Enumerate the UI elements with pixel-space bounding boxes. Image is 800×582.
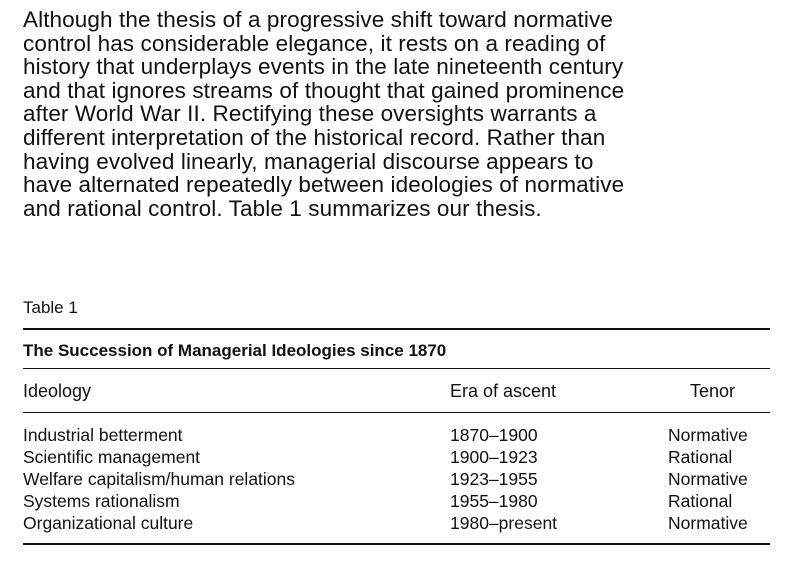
cell-tenor: Normative bbox=[668, 425, 748, 445]
cell-tenor: Rational bbox=[668, 491, 733, 511]
column-header-era: Era of ascent bbox=[450, 381, 557, 401]
cell-era: 1980–present bbox=[450, 513, 558, 533]
paragraph-line: having evolved linearly, managerial discourse appears to bbox=[23, 148, 594, 174]
paragraph-line: control has considerable elegance, it rests on a reading of bbox=[23, 30, 606, 56]
cell-era: 1900–1923 bbox=[450, 447, 538, 467]
cell-ideology: Scientific management bbox=[23, 447, 201, 467]
paragraph-line: history that underplays events in the late nineteenth century bbox=[23, 54, 624, 80]
column-header-tenor: Tenor bbox=[690, 381, 736, 401]
table-top-rule bbox=[23, 328, 770, 330]
table-header-rule bbox=[23, 412, 770, 413]
cell-era: 1870–1900 bbox=[450, 425, 538, 445]
cell-tenor: Normative bbox=[668, 513, 748, 533]
column-header-ideology: Ideology bbox=[23, 381, 92, 401]
table-row bbox=[23, 424, 770, 446]
cell-tenor: Rational bbox=[668, 447, 733, 467]
table-row bbox=[23, 446, 770, 468]
cell-tenor: Normative bbox=[668, 469, 748, 489]
table-title: The Succession of Managerial Ideologies since 1870 bbox=[23, 341, 447, 360]
cell-era: 1923–1955 bbox=[450, 469, 538, 489]
paragraph-line: and that ignores streams of thought that gained prominence bbox=[23, 77, 625, 103]
paragraph-line: different interpretation of the historical record. Rather than bbox=[23, 124, 606, 150]
table-title-rule bbox=[23, 368, 770, 369]
cell-era: 1955–1980 bbox=[450, 491, 538, 511]
cell-ideology: Welfare capitalism/human relations bbox=[23, 469, 296, 489]
table-body bbox=[23, 424, 770, 534]
body-paragraph bbox=[23, 8, 793, 220]
table-row bbox=[23, 468, 770, 490]
cell-ideology: Organizational culture bbox=[23, 513, 194, 533]
paragraph-line: after World War II. Rectifying these oversights warrants a bbox=[23, 101, 597, 127]
paragraph-line: Although the thesis of a progressive shift toward normative bbox=[23, 7, 613, 32]
table-label: Table 1 bbox=[23, 298, 78, 317]
table-bottom-rule bbox=[23, 543, 770, 545]
paragraph-line: have alternated repeatedly between ideologies of normative bbox=[23, 172, 625, 198]
paragraph-line: and rational control. Table 1 summarizes our thesis. bbox=[23, 195, 542, 221]
table-row bbox=[23, 490, 770, 512]
cell-ideology: Industrial betterment bbox=[23, 425, 183, 445]
table-row bbox=[23, 512, 770, 534]
cell-ideology: Systems rationalism bbox=[23, 491, 180, 511]
